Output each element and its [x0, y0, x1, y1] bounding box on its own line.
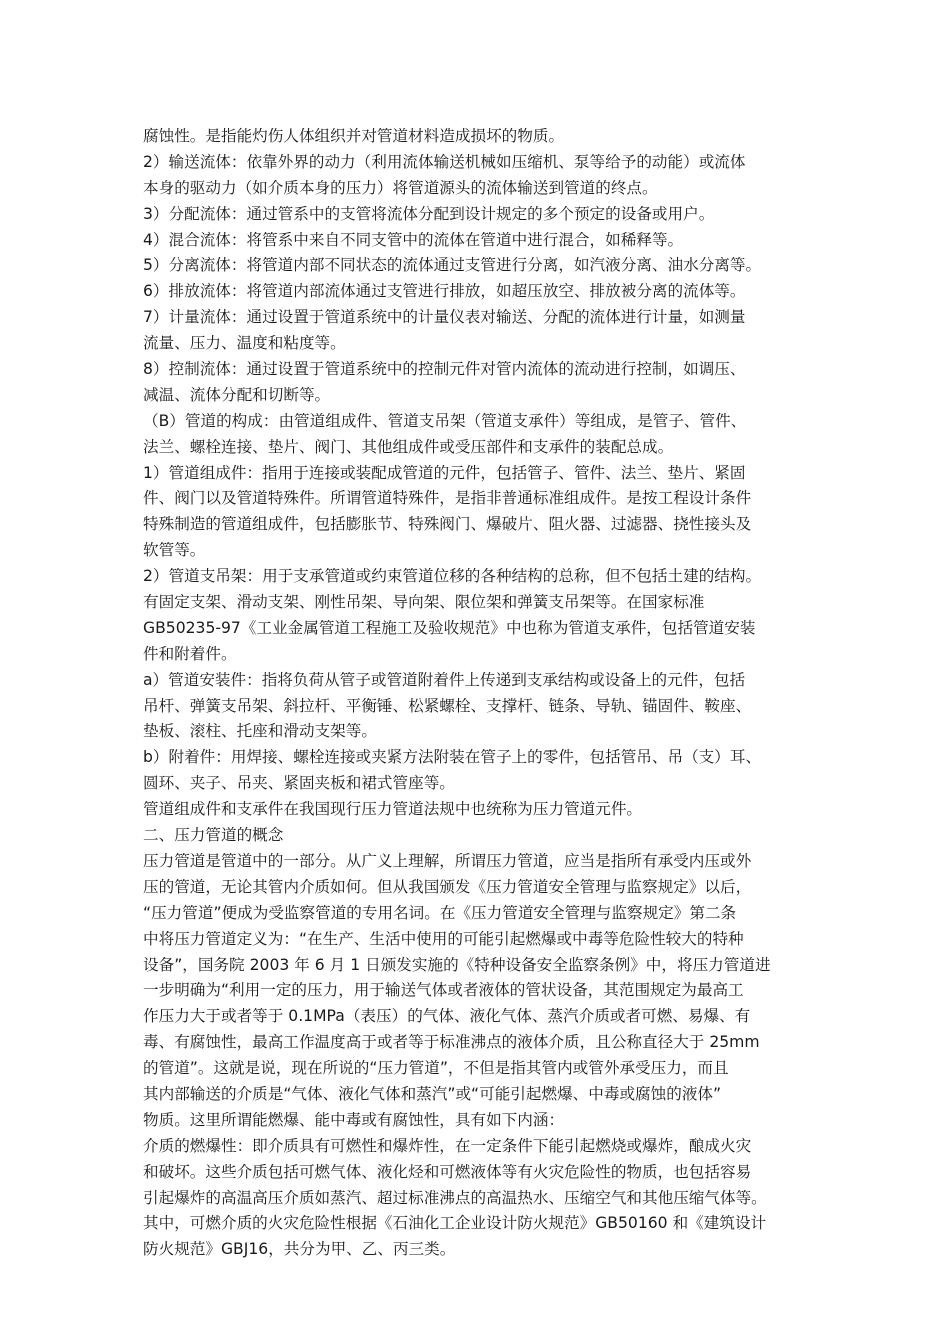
text-line: 物质。这里所谓能燃爆、能中毒或有腐蚀性，具有如下内涵：	[143, 1110, 565, 1129]
text-line: 圆环、夹子、吊夹、紧固夹板和裙式管座等。	[143, 774, 455, 793]
text-line: 2）输送流体：依靠外界的动力（利用流体输送机械如压缩机、泵等给予的动能）或流体	[143, 152, 746, 171]
text-line: 法兰、螺栓连接、垫片、阀门、其他组成件或受压部件和支承件的装配总成。	[143, 437, 674, 456]
text-line: 和破坏。这些介质包括可燃气体、液化烃和可燃液体等有火灾危险性的物质，也包括容易	[143, 1162, 752, 1181]
text-line: 7）计量流体：通过设置于管道系统中的计量仪表对输送、分配的流体进行计量，如测量	[143, 308, 746, 327]
document-body	[143, 124, 811, 1263]
text-line: b）附着件：用焊接、螺栓连接或夹紧方法附装在管子上的零件，包括管吊、吊（支）耳、	[143, 748, 762, 767]
text-line: 4）混合流体：将管系中来自不同支管中的流体在管道中进行混合，如稀释等。	[143, 230, 684, 249]
text-line: 二、压力管道的概念	[143, 826, 284, 845]
text-line: 一步明确为“利用一定的压力，用于输送气体或者液体的管状设备，其范围规定为最高工	[143, 981, 744, 1000]
text-line: 腐蚀性。是指能灼伤人体组织并对管道材料造成损坏的物质。	[143, 127, 565, 145]
text-line: a）管道安装件：指将负荷从管子或管道附着件上传递到支承结构或设备上的元件，包括	[143, 670, 746, 689]
text-line: 中将压力管道定义为：“在生产、生活中使用的可能引起燃爆或中毒等危险性较大的特种	[143, 929, 744, 948]
text-line: 吊杆、弹簧支吊架、斜拉杆、平衡锤、松紧螺栓、支撑杆、链条、导轨、锚固件、鞍座、	[143, 696, 752, 715]
text-line: 压的管道，无论其管内介质如何。但从我国颁发《压力管道安全管理与监察规定》以后，	[143, 877, 752, 896]
text-line: 件和附着件。	[143, 644, 237, 663]
text-line: 2）管道支吊架：用于支承管道或约束管道位移的各种结构的总称，但不包括土建的结构。	[143, 567, 762, 586]
text-line: 作压力大于或者等于 0.1MPa（表压）的气体、液化气体、蒸汽介质或者可燃、易爆、有	[143, 1007, 751, 1026]
text-line: 8）控制流体：通过设置于管道系统中的控制元件对管内流体的流动进行控制，如调压、	[143, 360, 746, 379]
text-line: 软管等。	[143, 541, 206, 560]
text-line: 其内部输送的介质是“气体、液化气体和蒸汽”或“可能引起燃爆、中毒或腐蚀的液体”	[143, 1084, 722, 1103]
text-line: 管道组成件和支承件在我国现行压力管道法规中也统称为压力管道元件。	[143, 800, 643, 819]
text-line: 3）分配流体：通过管系中的支管将流体分配到设计规定的多个预定的设备或用户。	[143, 204, 715, 223]
text-line: GB50235-97《工业金属管道工程施工及验收规范》中也称为管道支承件，包括管道安装	[143, 618, 756, 637]
text-line: 5）分离流体：将管道内部不同状态的流体通过支管进行分离，如汽液分离、油水分离等。	[143, 256, 762, 275]
text-line: 特殊制造的管道组成件，包括膨胀节、特殊阀门、爆破片、阻火器、过滤器、挠性接头及	[143, 515, 752, 534]
text-line: 的管道”。这就是说，现在所说的“压力管道”，不但是指其管内或管外承受压力，而且	[143, 1059, 729, 1078]
text-line: 本身的驱动力（如介质本身的压力）将管道源头的流体输送到管道的终点。	[143, 178, 658, 197]
text-line: 6）排放流体：将管道内部流体通过支管进行排放，如超压放空、排放被分离的流体等。	[143, 282, 746, 301]
text-line: 件、阀门以及管道特殊件。所谓管道特殊件，是指非普通标准组成件。是按工程设计条件	[143, 489, 752, 508]
text-line: “压力管道”便成为受监察管道的专用名词。在《压力管道安全管理与监察规定》第二条	[143, 903, 737, 922]
text-line: 减温、流体分配和切断等。	[143, 385, 331, 404]
text-line: 其中，可燃介质的火灾危险性根据《石油化工企业设计防火规范》GB50160 和《建筑设计	[143, 1214, 767, 1233]
text-line: 设备”，国务院 2003 年 6 月 1 日颁发实施的《特种设备安全监察条例》中，将压力管道进	[143, 955, 771, 974]
text-line: 流量、压力、温度和粘度等。	[143, 334, 346, 353]
text-line: 毒、有腐蚀性，最高工作温度高于或者等于标准沸点的液体介质，且公称直径大于 25mm	[143, 1033, 760, 1052]
text-line: 有固定支架、滑动支架、刚性吊架、导向架、限位架和弹簧支吊架等。在国家标准	[143, 593, 705, 612]
text-line: 垫板、滚柱、托座和滑动支架等。	[143, 722, 377, 741]
text-line: 引起爆炸的高温高压介质如蒸汽、超过标准沸点的高温热水、压缩空气和其他压缩气体等。	[143, 1188, 767, 1207]
text-line: 防火规范》GBJ16，共分为甲、乙、丙三类。	[143, 1240, 456, 1259]
text-line: 压力管道是管道中的一部分。从广义上理解，所谓压力管道，应当是指所有承受内压或外	[143, 851, 752, 870]
text-line: 介质的燃爆性：即介质具有可燃性和爆炸性，在一定条件下能引起燃烧或爆炸，酿成火灾	[143, 1136, 752, 1155]
text-line: （B）管道的构成：由管道组成件、管道支吊架（管道支承件）等组成，是管子、管件、	[143, 411, 747, 430]
text-line: 1）管道组成件：指用于连接或装配成管道的元件，包括管子、管件、法兰、垫片、紧固	[143, 463, 746, 482]
